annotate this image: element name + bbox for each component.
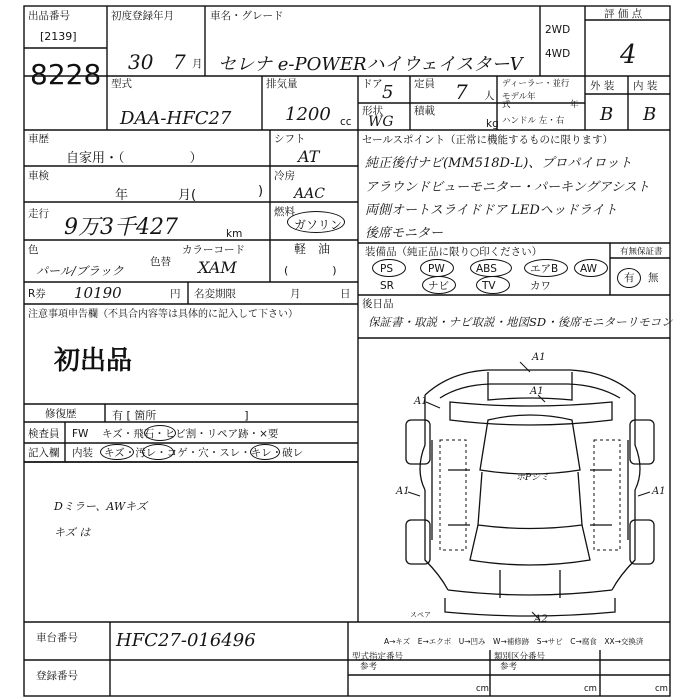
chassis-label: 車台番号	[36, 632, 78, 644]
equipment-label: 装備品（純正品に限り○印ください）	[365, 246, 543, 258]
shaken-day: 日	[340, 288, 351, 300]
equip-circle-ps	[372, 259, 406, 277]
exterior-grade: B	[600, 104, 614, 125]
model-year-label: モデル年式	[502, 92, 536, 110]
sales-points-label: セールスポイント（正常に機能するものに限ります）	[362, 134, 614, 146]
inspector-record-label: 記入欄	[28, 447, 60, 459]
displacement: 1200	[285, 104, 331, 125]
interior-grade: B	[643, 104, 657, 125]
afterfit-value: 保証書・取説・ナビ取説・地図SD・後席モニターリモコン	[368, 315, 673, 329]
kg-unit: kg	[486, 118, 499, 130]
notes-label: 注意事項申告欄（不具合内容等は具体的に記入して下さい）	[28, 309, 298, 320]
color-label: 色	[28, 244, 39, 256]
inspector-check-label: 検査員	[28, 428, 60, 440]
evaluation-label: 評 価 点	[604, 8, 643, 20]
model-year-unit: 年	[570, 100, 579, 110]
shift-value: AT	[298, 147, 320, 166]
afterfit-label: 後日品	[362, 298, 394, 310]
month-unit: 月	[192, 58, 203, 70]
mileage-unit: km	[226, 228, 243, 240]
diagram-mark-hood: A1	[530, 386, 544, 397]
inspection-year: 年	[115, 188, 129, 203]
diagram-mark-left-side: A1	[396, 486, 410, 497]
color-number-label: 色替	[150, 256, 171, 268]
fuel-other: ( )	[284, 264, 337, 277]
fuel-circle-mark	[287, 211, 345, 233]
model-name-label: 車名・グレード	[210, 10, 284, 22]
equip-circle-aw	[574, 259, 608, 277]
equip-pw: PW	[428, 263, 445, 275]
diagram-note: ホPシミ	[516, 473, 550, 483]
equip-sr: SR	[380, 280, 394, 292]
aircon-label: 冷房	[274, 170, 295, 182]
interior-check-items: キズ・汚レ・コゲ・穴・スレ・キレ・破レ	[104, 447, 304, 459]
interior-label: 内 装	[633, 80, 658, 92]
shape: WG	[368, 114, 394, 130]
shaken-label: 名変期限	[194, 288, 236, 300]
equip-navi: ナビ	[428, 280, 449, 292]
doors: 5	[382, 82, 394, 103]
equip-circle-airbag	[524, 259, 568, 277]
equip-abs: ABS	[476, 263, 497, 275]
cm-unit-2: cm	[584, 684, 597, 694]
lot-number: 8228	[30, 58, 102, 91]
history-label: 車歴	[28, 133, 49, 145]
recycle-unit: 円	[170, 288, 181, 300]
diagram-mark-front: A1	[532, 352, 546, 363]
equip-leather: カワ	[530, 280, 551, 292]
equip-circle-navi	[422, 276, 456, 294]
fuel-gasoline: ガソリン	[294, 218, 343, 232]
equip-circle-abs	[470, 259, 512, 277]
interior-check-label: 内装	[72, 447, 93, 459]
shift-label: シフト	[274, 133, 306, 145]
fw-circle-stone	[144, 425, 176, 441]
color-code-label: カラーコード	[182, 244, 245, 256]
notes-value: 初出品	[54, 346, 133, 376]
exterior-label: 外 装	[590, 80, 615, 92]
sales-point-line-2: アラウンドビューモニター・パーキングアシスト	[365, 180, 650, 195]
lot-label: 出品番号	[28, 10, 70, 22]
handwritten-note-1: Dミラー、AWキズ	[54, 500, 147, 513]
sales-point-line-1: 純正後付ナビ(MM518D-L)、プロパイロット	[365, 156, 633, 171]
first-reg-label: 初度登録年月	[111, 10, 174, 22]
cm-unit-3: cm	[655, 684, 668, 694]
warranty-label: 有無保証書	[620, 247, 663, 257]
load-label: 積載	[414, 105, 435, 117]
sales-point-line-4: 後席モニター	[365, 226, 444, 241]
color-code-value: XAM	[198, 258, 237, 277]
equip-circle-pw	[420, 259, 454, 277]
first-reg-month: 7	[173, 50, 186, 74]
chassis-value: HFC27-016496	[116, 630, 256, 651]
warranty-no: 無	[648, 272, 659, 284]
mileage-label: 走行	[28, 208, 49, 220]
repair-value: 有 [ 箇所 ]	[112, 409, 249, 422]
aircon-value: AAC	[294, 186, 325, 202]
diagram-mark-right-side: A1	[652, 486, 666, 497]
type-number-label: 型式指定番号	[352, 652, 404, 662]
model-code: DAA-HFC27	[120, 108, 232, 129]
type-number-ref: 参考	[360, 662, 378, 672]
damage-legend: A→キズ E→エクボ U→凹み W→補修跡 S→サビ C→腐食 XX→交換済	[384, 637, 644, 646]
cm-unit-1: cm	[476, 684, 489, 694]
displacement-label: 排気量	[266, 78, 298, 90]
capacity-label: 定員	[414, 78, 435, 90]
equip-airbag: エアB	[530, 263, 559, 275]
recycle-value: 10190	[74, 284, 122, 302]
handle-label: ハンドル 左・右	[502, 116, 565, 126]
diagram-mark-left-fender: A1	[414, 396, 428, 407]
doors-label: ドア	[362, 78, 383, 90]
drive-4wd: 4WD	[545, 48, 571, 60]
mileage-value: 9万3千427	[64, 215, 178, 240]
fw-items: キズ・飛石・ヒビ割・リペア跡・×要	[102, 428, 279, 440]
class-number-label: 類別区分番号	[494, 652, 546, 662]
first-reg-year: 30	[128, 50, 154, 74]
equip-tv: TV	[482, 280, 496, 292]
handwritten-note-2: キズ は	[54, 526, 91, 539]
interior-circle-stain	[142, 444, 174, 460]
evaluation-score: 4	[620, 40, 637, 70]
class-number-ref: 参考	[500, 662, 518, 672]
interior-circle-rub	[250, 444, 280, 460]
model-code-label: 型式	[111, 78, 132, 90]
vehicle-diagram	[406, 370, 654, 616]
registration-label: 登録番号	[36, 670, 78, 682]
inspection-close: )	[258, 184, 264, 199]
equip-circle-tv	[476, 276, 510, 294]
fw-label: FW	[72, 428, 89, 440]
equip-aw: AW	[580, 263, 597, 275]
dealer-label: ディーラー・並行	[502, 79, 570, 89]
shaken-month: 月	[290, 288, 301, 300]
lot-sub: [2139]	[40, 30, 77, 43]
inspection-month: 月(	[178, 188, 197, 203]
equip-ps: PS	[380, 263, 393, 275]
diagram-mark-rear: A2	[534, 614, 548, 625]
capacity: 7	[455, 80, 468, 104]
sales-point-line-3: 両側オートスライドドア LEDヘッドライト	[365, 203, 618, 218]
recycle-label: R券	[28, 288, 46, 300]
person-unit: 人	[484, 90, 495, 102]
fuel-label: 燃料	[274, 206, 295, 218]
diagram-rear-note: スペア	[410, 611, 431, 619]
shape-label: 形状	[362, 105, 383, 117]
inspection-label: 車検	[28, 170, 49, 182]
repair-label: 修復歴	[45, 408, 77, 420]
warranty-yes: 有	[624, 272, 635, 284]
fuel-diesel: 軽 油	[294, 242, 331, 256]
interior-circle-scratch	[100, 444, 134, 460]
history-value: 自家用・（ ）	[66, 151, 203, 166]
warranty-circle	[617, 268, 641, 288]
cc-unit: cc	[340, 116, 352, 128]
color-value: パール/ブラック	[36, 264, 124, 278]
model-name: セレナ e-POWERハイウェイスターV	[218, 54, 523, 75]
drive-2wd: 2WD	[545, 24, 571, 36]
